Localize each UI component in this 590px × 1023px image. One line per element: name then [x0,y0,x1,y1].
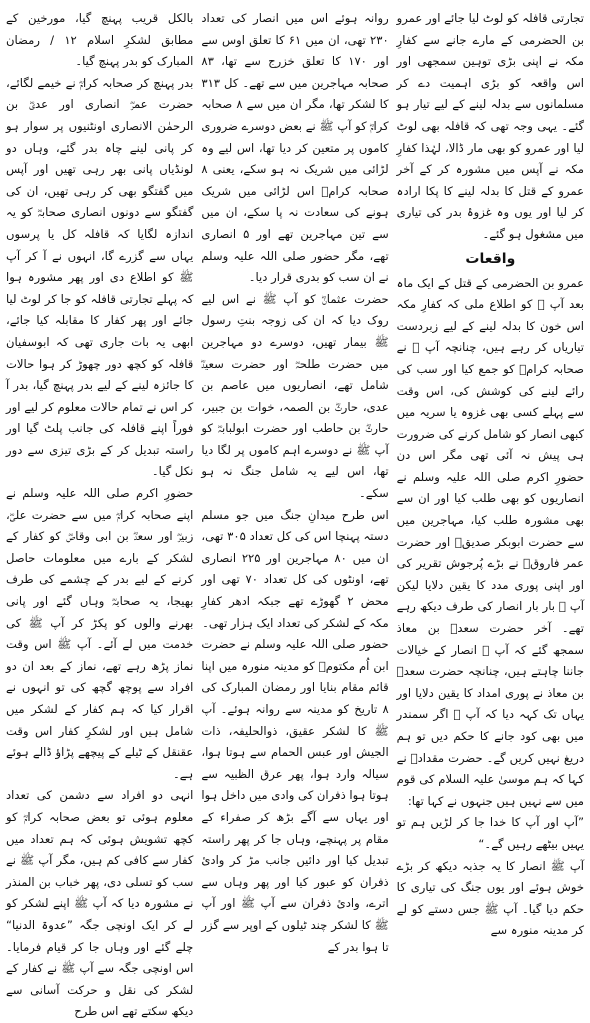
paragraph: حضورِ اکرم صلی اللہ علیہ وسلم نے اپنے صحابہ کرامؓ میں سے حضرت علیؓ، زبیرؓ اور سعدؓ بن ابی وقاصؓ کو کفار کے لشکر کے بارے میں معلومات حاصل کرنے کے لیے بدر کے چشمے کی طرف بھیجا، یہ صحابہؓ وہاں گئے اور پانی بھرنے والوں کو پکڑ کر آپ ﷺ کی خدمت میں لے آئے۔ آپ ﷺ اس وقت نماز پڑھ رہے تھے، نماز کے بعد ان دو افراد سے پوچھ گچھ کی تو انہوں نے اقرار کیا کہ ہم کفار کے لشکر میں شامل ہیں اور لشکرِ کفار اس وقت عقنقل کے ٹیلے کے پیچھے پڑاؤ ڈالے ہوئے ہے۔ [6,486,194,781]
paragraph: حضرت عثمانؓ کو آپ ﷺ نے اس لیے روک دیا کہ ان کی زوجہ بنتِ رسول ﷺ بیمار تھیں، دوسرے دو مہاجرین میں حضرت طلحہؓ اور حضرت سعیدؓ شامل تھے، انصاریوں میں عاصم بن عدی، حارثؓ بن الصمہ، خوات بن جبیر، حارثؓ بن حاطب اور حضرت ابولبابہؓ کو آپ ﷺ نے دوسرے اہم کاموں پر لگا دیا تھا، اس لیے یہ شامل جنگ نہ ہو سکے۔ [201,291,389,501]
paragraph: آپ ﷺ انصار کا یہ جذبہ دیکھ کر بڑے خوش ہوئے اور یوں جنگ کی تیاری کا حکم دیا گیا۔ آپ ﷺ جس دستے کو لے کر مدینہ منورہ سے [396,858,584,938]
paragraph: بدر پہنچ کر صحابہ کرامؓ نے خیمے لگائے، حضرت عمرؓ انصاری اور عدیؓ بن الرحمٰن الانصاری اونٹنیوں پر سوار ہو کر پانی لینے چاہ بدر گئے، وہاں دو لونڈیاں پانی بھر رہی تھیں اور آپس میں گفتگو بھی کر رہی تھیں، ان کی گفتگو سے دونوں انصاری صحابہؓ کو یہ اندازہ لگایا کہ قافلہ کل یا پرسوں یہاں سے گزرے گا، انہوں نے آ کر آپ ﷺ کو اطلاع دی اور پھر مشورہ ہوا کہ پہلے تجارتی قافلہ کو جا کر لوٹ لیا جائے اور پھر کفار کا مقابلہ کیا جائے، ابھی یہ بات جاری تھی کہ ابوسفیان قافلہ کو کچھ دور چھوڑ کر ہوا حالات کا جائزہ لینے کے لیے بدر پہنچ گیا، بدر آ کر اس نے تمام حالات معلوم کر لیے اور فوراً اپنے قافلہ کی جانب پلٹ گیا اور راستہ تبدیل کر کے بڑی تیزی سے دور نکل گیا۔ [6,75,194,479]
paragraph: روانہ ہوئے اس میں انصار کی تعداد ۲۳۰ تھی، ان میں ۶۱ کا تعلق اوس سے اور ۱۷۰ کا تعلق خزرج سے تھا، ۸۳ صحابہ مہاجرین میں سے تھے۔ کل ۳۱۳ کا لشکر تھا، مگر ان میں سے ۸ صحابہ کرامؓ کو آپ ﷺ نے بعض دوسرے ضروری کاموں پر متعین کر دیا تھا، اس لیے وہ لڑائی میں شریک نہ ہو سکے، یعنی ۸ صحابہ کرامؓ اس لڑائی میں شریک ہونے کی سعادت نہ پا سکے، ان میں سے تین مہاجرین تھے اور ۵ انصاری تھے، مگر حضور صلی اللہ علیہ وسلم نے ان سب کو بدری قرار دیا۔ [201,11,389,285]
middle-column [201,8,389,954]
paragraph: انہی دو افراد سے دشمن کی تعداد معلوم ہوئی تو بعض صحابہ کرامؓ کو کچھ تشویش ہوئی کہ ہم تعداد میں کفار سے کافی کم ہیں، مگر آپ ﷺ نے سب کو تسلی دی، پھر خباب بن المنذر نے مشورہ دیا کہ آپ ﷺ اپنے لشکر کو لے کر ایک اونچی جگہ ”عدوۃ الدنیا“ چلے گئے اور وہاں جا کر قیام فرمایا۔ اس اونچی جگہ سے آپ ﷺ نے کفار کے لشکر کی نقل و حرکت آسانی سے دیکھ سکتے تھے اس طرح [6,788,194,1019]
right-column [396,8,584,938]
paragraph: بالکل قریب پہنچ گیا، مورخین کے مطابق لشکرِ اسلام ۱۲ / رمضان المبارک کو بدر پہنچ گیا۔ [6,11,194,69]
section-heading: واقعات [465,250,516,267]
paragraph: تجارتی قافلہ کو لوٹ لیا جائے اور عمرو بن الحضرمی کے مارے جانے سے کفارِ مکہ نے اپنی بڑی توہین سمجھی اور اس واقعہ کو بڑی اہمیت دے کر مسلمانوں سے بدلہ لینے کے لیے تیار ہو گئے۔ یہی وجہ تھی کہ قافلہ بھی لوٹ لیا اور عمرو کو بھی مار ڈالا، لہٰذا کفارِ مکہ نے آپس میں مشورہ کر کے آخر عمرو کے قتل کا بدلہ لینے کا پکا ارادہ کر لیا اور یوں وہ غزوۂ بدر کی تیاری میں مشغول ہو گئے۔ [396,11,584,241]
paragraph: عمرو بن الحضرمی کے قتل کے ایک ماہ بعد آپ ﷺ کو اطلاع ملی کہ کفارِ مکہ اس خون کا بدلہ لینے کے لیے زبردست تیاریاں کر رہے ہیں، چنانچہ آپ ﷺ نے صحابہ کرامؓ کو جمع کیا اور سب کی رائے لینے کی کوشش کی، اس وقت سے پہلے کسی بھی غزوہ یا سریہ میں کبھی انصار کو شامل کرنے کی ضرورت ہی پیش نہ آئی تھی مگر اس دن حضورِ اکرم صلی اللہ علیہ وسلم نے انصاریوں کو بھی طلب کیا اور ان سے بھی مشورہ طلب کیا، مہاجرین میں سے حضرت ابوبکر صدیقؓ اور حضرت عمر فاروقؓ نے بڑے پُرجوش تقریر کی اور اپنی پوری مدد کا یقین دلایا لیکن آپ ﷺ بار بار انصار کی طرف دیکھ رہے تھے۔ آخر حضرت سعدؓ بن معاذ سمجھ گئے کہ آپ ﷺ انصار کے خیالات جاننا چاہتے ہیں، چنانچہ حضرت سعدؓ بن معاذ نے پوری امداد کا یقین دلایا اور یہاں تک کہہ دیا کہ آپ ﷺ اگر سمندر میں بھی کود جانے کا حکم دیں تو ہم دریغ نہیں کریں گے۔ حضرت مقدادؓ نے کہا کہ ہم موسیٰ علیہ السلام کی قوم میں سے نہیں ہیں جنہوں نے کہا تھا: [396,275,584,808]
quotation: ”آپ اور آپ کا خدا جا کر لڑیں ہم تو یہیں بیٹھے رہیں گے۔“ [396,815,584,851]
paragraph: حضور صلی اللہ علیہ وسلم نے حضرت ابن اُم مکتومؓ کو مدینہ منورہ میں اپنا قائم مقام بنایا اور رمضان المبارک کی ۸ تاریخ کو مدینہ سے روانہ ہوئے۔ آپ ﷺ کا لشکر عقیق، ذوالحلیفہ، ذات الجیش اور عبس الحمام سے ہوتا ہوا، سیالہ وارد ہوا، پھر عرق الظبیہ سے ہوتا ہوا ذفران کی وادی میں داخل ہوا اور یہاں سے آگے بڑھ کر صفراء کے مقام پر پہنچے، وہاں جا کر پھر راستہ تبدیل کیا اور دائیں جانب مڑ کر وادیٔ ذفران کو عبور کیا اور پھر وہاں سے اترے، وادیٔ ذفران سے آپ ﷺ اور آپ ﷺ کا لشکر چند ٹیلوں کے اوپر سے گزر تا ہوا بدر کے [201,637,389,954]
left-column [6,8,194,1019]
paragraph: اس طرح میدانِ جنگ میں جو مسلم دستہ پہنچا اس کی کل تعداد ۳۰۵ تھی، ان میں ۸۰ مہاجرین اور ۲۲۵ انصاری تھے، اونٹوں کی کل تعداد ۷۰ تھی اور محض ۲ گھوڑے تھے جبکہ ادھر کفارِ مکہ کے لشکر کی تعداد ایک ہزار تھی۔ [201,507,389,630]
